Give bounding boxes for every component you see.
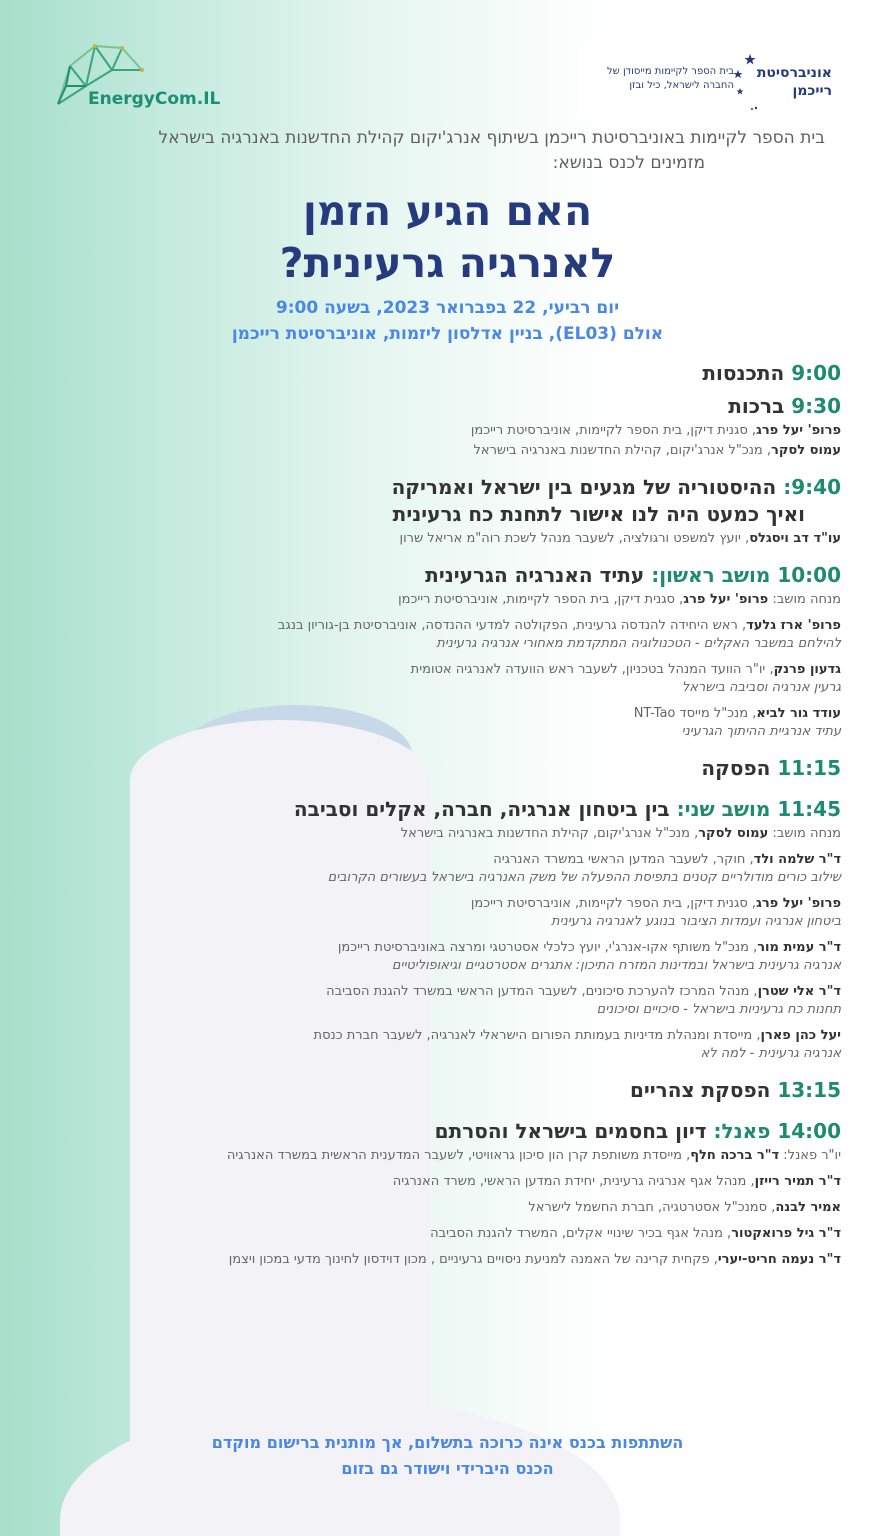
- agenda-session: [41, 474, 841, 548]
- conference-title: [0, 185, 895, 289]
- agenda-session: [41, 360, 841, 387]
- agenda-session: [41, 1118, 841, 1269]
- speaker-role: , חוקר, לשעבר המדען הראשי במשרד האנרגיה: [493, 852, 754, 867]
- speaker-entry: [41, 1147, 841, 1165]
- session-heading: [41, 393, 841, 420]
- session-time: 11:15: [777, 756, 841, 780]
- session-heading: [41, 474, 841, 528]
- speaker-role: , מנהל אגף אנרגיה גרעינית, יחידת המדען הראשי, משרד האנרגיה: [392, 1174, 755, 1189]
- talk-topic: עתיד אנרגיית ההיתוך הגרעיני: [681, 724, 841, 739]
- session-title-line-2: ואיך כמעט היה לנו אישור לתחנת כח גרעינית: [392, 502, 805, 526]
- location-line: אולם (EL03), בניין אדלסון ליזמות, אוניברסיטת רייכמן: [231, 324, 664, 344]
- session-heading: [41, 796, 841, 823]
- speaker-name: פרופ' יעל פרג: [683, 592, 769, 607]
- moderator-label: יו"ר פאנל:: [779, 1148, 841, 1163]
- speaker-entry: [41, 851, 841, 887]
- footer-note: [0, 1430, 895, 1482]
- speaker-role: , ראש היחידה להנדסה גרעינית, הפקולטה למדעי ההנדסה, אוניברסיטת בן-גוריון בנגב: [277, 618, 747, 633]
- speaker-role: , פקחית קרינה של האמנה למניעת ניסויים גרעיניים , מכון דוידסון לחינוך מדעי במכון ויצמן: [228, 1252, 718, 1267]
- talk-topic: ביטחון אנרגיה ועמדות הציבור בנוגע לאנרגיה גרעינית: [551, 914, 841, 929]
- speaker-role: , סמנכ"ל אסטרטגיה, חברת החשמל לישראל: [528, 1200, 776, 1215]
- speaker-entry: [41, 895, 841, 931]
- speaker-name: ד"ר תמיר רייזן: [754, 1174, 841, 1189]
- speaker-name: גדעון פרנק: [773, 662, 841, 677]
- agenda-session: [41, 755, 841, 782]
- session-time: 10:00 מושב ראשון:: [651, 563, 841, 587]
- speaker-entry: [41, 530, 841, 548]
- speaker-name: פרופ' ארז גלעד: [746, 618, 841, 633]
- speaker-entry: [41, 1199, 841, 1217]
- speaker-entry: [41, 661, 841, 697]
- speaker-name: ד"ר גיל פרואקטור: [731, 1226, 841, 1241]
- session-time: 14:00 פאנל:: [713, 1119, 841, 1143]
- agenda-session: [41, 562, 841, 741]
- footer-line-1: השתתפות בכנס אינה כרוכה בתשלום, אך מותנית ברישום מוקדם: [211, 1433, 684, 1452]
- talk-topic: שילוב כורים מודולריים קטנים בתפיסת ההפעלה של משק האנרגיה בישראל בעשורים הקרובים: [327, 870, 841, 885]
- speaker-name: ד"ר עמית מור: [757, 940, 841, 955]
- university-name: אוניברסיטת רייכמן: [756, 65, 832, 99]
- speaker-role: , מנהל המרכז להערכת סיכונים, לשעבר המדען הראשי במשרד להגנת הסביבה: [326, 984, 758, 999]
- speaker-role: , מייסדת ומנהלת מדיניות בעמותת הפורום הישראלי לאנרגיה, לשעבר חברת כנסת: [313, 1028, 761, 1043]
- session-title: עתיד האנרגיה הגרעינית: [425, 563, 645, 587]
- talk-topic: תחנות כח גרעיניות בישראל - סיכויים וסיכונים: [596, 1002, 841, 1017]
- date-location: [0, 295, 895, 347]
- speaker-role: , סגנית דיקן, בית הספר לקיימות, אוניברסיטת רייכמן: [398, 592, 684, 607]
- speaker-name: עמוס לסקר: [771, 443, 841, 458]
- session-time: 9:00: [791, 361, 841, 385]
- speaker-role: , מנכ"ל אנרג'יקום, קהילת החדשנות באנרגיה בישראל: [473, 443, 771, 458]
- speaker-role: , יועץ למשפט ורגולציה, לשעבר מנהל לשכת רוה"מ אריאל שרון: [399, 531, 750, 546]
- date-line: יום רביעי, 22 בפברואר 2023, בשעה 9:00: [275, 298, 620, 318]
- talk-topic: אנרגיה גרעינית בישראל ובמדינות המזרח התיכון: אתגרים אסטרטגיים וגיאופוליטיים: [391, 958, 841, 973]
- title-line-1: האם הגיע הזמן: [302, 187, 593, 235]
- moderator-label: מנחה מושב:: [768, 826, 841, 841]
- speaker-name: ד"ר שלמה ולד: [753, 852, 841, 867]
- speaker-entry: [41, 617, 841, 653]
- speaker-name: עודד גור לביא: [756, 706, 841, 721]
- session-heading: [41, 755, 841, 782]
- talk-topic: אנרגיה גרעינית - למה לא: [700, 1046, 841, 1061]
- energycom-logo-text: EnergyCom.IL: [88, 89, 221, 109]
- agenda-session: [41, 1077, 841, 1104]
- speaker-entry: [41, 591, 841, 609]
- school-name: בית הספר לקיימות מייסודן של החברה לישראל, כיל ובזן: [607, 66, 734, 91]
- moderator-label: מנחה מושב:: [768, 592, 841, 607]
- talk-topic: גרעין אנרגיה וסביבה בישראל: [681, 680, 841, 695]
- intro-line-1: בית הספר לקיימות באוניברסיטת רייכמן בשיתוף אנרג'יקום קהילת החדשנות באנרגיה בישראל: [158, 128, 825, 148]
- energycom-logo: [50, 40, 230, 120]
- speaker-role: , מנכ"ל מייסד NT-Tao: [633, 706, 757, 721]
- speaker-entry: [41, 1173, 841, 1191]
- speaker-entry: [41, 705, 841, 741]
- session-heading: [41, 1077, 841, 1104]
- speaker-name: פרופ' יעל פרג: [756, 896, 841, 911]
- session-time: 13:15: [777, 1078, 841, 1102]
- session-title: בין ביטחון אנרגיה, חברה, אקלים וסביבה: [293, 797, 670, 821]
- intro-text: [45, 126, 825, 176]
- session-time: 9:30: [791, 394, 841, 418]
- speaker-name: יעל כהן פארן: [760, 1028, 841, 1043]
- speaker-entry: [41, 1225, 841, 1243]
- speaker-name: עמוס לסקר: [698, 826, 769, 841]
- session-time: 11:45 מושב שני:: [676, 797, 841, 821]
- speaker-role: , סגנית דיקן, בית הספר לקיימות, אוניברסיטת רייכמן: [470, 896, 757, 911]
- speaker-entry: [41, 983, 841, 1019]
- speaker-role: , מנהל אגף בכיר שינויי אקלים, המשרד להגנת הסביבה: [430, 1226, 732, 1241]
- speaker-name: אמיר לבנה: [775, 1200, 841, 1215]
- speaker-role: , מייסדת משותפת קרן הון סיכון גראוויטי, לשעבר המדענית הראשית במשרד האנרגיה: [226, 1148, 691, 1163]
- session-heading: [41, 360, 841, 387]
- speaker-name: ד"ר נעמה חריט-יערי: [717, 1252, 841, 1267]
- speaker-name: פרופ' יעל פרג: [756, 423, 841, 438]
- session-title: ההיסטוריה של מגעים בין ישראל ואמריקה: [391, 475, 777, 499]
- agenda: [41, 360, 841, 1283]
- speaker-role: , יו"ר הוועד המנהל בטכניון, לשעבר ראש הוועדה לאנרגיה אטומית: [410, 662, 774, 677]
- speaker-entry: [41, 442, 841, 460]
- reichman-university-logo: [578, 44, 836, 118]
- talk-topic: להילחם במשבר האקלים - הטכנולוגיה המתקדמת מאחורי אנרגיה גרעינית: [436, 636, 841, 651]
- agenda-session: [41, 796, 841, 1063]
- agenda-session: [41, 393, 841, 460]
- footer-line-2: הכנס היברידי וישודר גם בזום: [341, 1459, 554, 1478]
- speaker-role: , סגנית דיקן, בית הספר לקיימות, אוניברסיטת רייכמן: [470, 423, 757, 438]
- speaker-entry: [41, 422, 841, 440]
- session-title: דיון בחסמים בישראל והסרתם: [434, 1119, 707, 1143]
- speaker-name: עו"ד דב ויסגלס: [749, 531, 841, 546]
- speaker-role: , מנכ"ל אנרג'יקום, קהילת החדשנות באנרגיה בישראל: [400, 826, 699, 841]
- speaker-entry: [41, 1251, 841, 1269]
- title-line-2: לאנרגיה גרעינית?: [279, 239, 616, 287]
- session-title: ברכות: [728, 394, 785, 418]
- intro-line-2: מזמינים לכנס בנושא:: [552, 153, 705, 173]
- speaker-entry: [41, 939, 841, 975]
- session-title: הפסקת צהריים: [629, 1078, 771, 1102]
- speaker-name: ד"ר ברכה חלף: [690, 1148, 780, 1163]
- speaker-name: ד"ר אלי שטרן: [757, 984, 841, 999]
- session-heading: [41, 1118, 841, 1145]
- speaker-entry: [41, 825, 841, 843]
- speaker-entry: [41, 1027, 841, 1063]
- session-heading: [41, 562, 841, 589]
- speaker-role: , מנכ"ל משותף אקו-אנרג'י, יועץ כלכלי אסטרטגי ומרצה באוניברסיטת רייכמן: [337, 940, 758, 955]
- session-title: הפסקה: [701, 756, 771, 780]
- session-time: 9:40:: [783, 475, 841, 499]
- session-title: התכנסות: [702, 361, 785, 385]
